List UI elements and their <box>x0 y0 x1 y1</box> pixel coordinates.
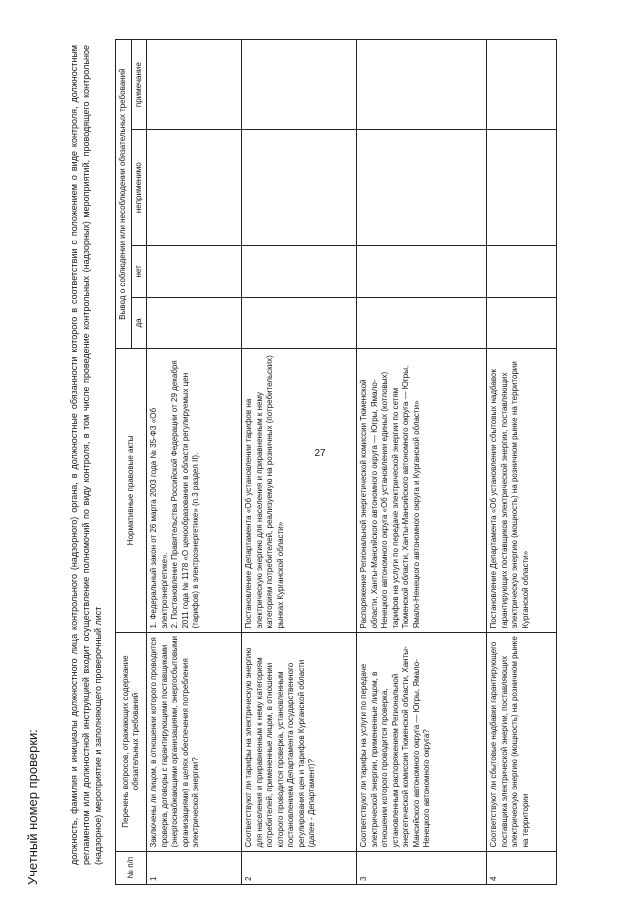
row-acts: Распоряжение Региональной энергетической комиссии Тюменской области, Ханты-Мансийского автономного округа — Югры, Ямало-Ненецкого автономного округа «Об установлении единых (котловых) тарифов на услуги по передаче электрической энергии по сетям Тюменской области, Ханты-Мансийского автономного округа — Югры, Ямало-Ненецкого автономного округа и Курганской области» <box>357 349 487 632</box>
row-acts: Постановление Департамента «Об установлении сбытовых надбавок гарантирующих поставщиков электрической энергии, поставляющих электрическую энергию (мощность) на розничном рынке на территории Курганской области» <box>487 349 557 632</box>
cell-yes[interactable] <box>357 297 487 349</box>
cell-no[interactable] <box>357 246 487 298</box>
cell-note[interactable] <box>147 40 242 130</box>
header-acts: Нормативные правовые акты <box>116 349 147 632</box>
row-question: Заключены ли лицом, в отношении которого проводится проверка, договоры с гарантирующими поставщиками (энергоснабжающими организациями, энергосбытовыми организациями) в целях обеспечения потребления электрической энергии? <box>147 632 242 851</box>
header-conclusion: Вывод о соблюдении или несоблюдении обязательных требований <box>116 40 132 349</box>
table-row <box>242 40 357 885</box>
cell-no[interactable] <box>242 246 357 298</box>
row-num: 3 <box>357 851 487 884</box>
table-row <box>357 40 487 885</box>
cell-yes[interactable] <box>147 297 242 349</box>
row-question: Соответствуют ли тарифы на электрическую энергию для населения и приравненным к нему категориям потребителей, примененные лицом, в отношении которого проводится проверка, установленным постановлением Департамента государственного регулирования цен и тарифов Курганской области (далее - Департамент)? <box>242 632 357 851</box>
cell-note[interactable] <box>487 40 557 130</box>
cell-no[interactable] <box>487 246 557 298</box>
row-num: 2 <box>242 851 357 884</box>
row-acts: Постановление Департамента «Об установлении тарифов на электрическую энергию для населения и приравненным к нему категориям потребителей, реализуемую на розничных (потребительских) рынках Курганской области» <box>242 349 357 632</box>
header-no: нет <box>131 246 147 298</box>
header-note: примечание <box>131 40 147 130</box>
header-not-applicable: неприменимо <box>131 130 147 246</box>
registration-label: Учетный номер проверки: <box>25 729 40 885</box>
header-yes: да <box>131 297 147 349</box>
row-num: 4 <box>487 851 557 884</box>
header-question: Перечень вопросов, отражающих содержание обязательных требований <box>116 632 147 851</box>
cell-yes[interactable] <box>242 297 357 349</box>
page-number: 27 <box>314 448 326 459</box>
row-question: Соответствуют ли сбытовые надбавки гарантирующего поставщика электрической энергии, поставляющих электрическую энергию (мощность) на розничном рынке на территории <box>487 632 557 851</box>
official-description: должность, фамилия и инициалы должностного лица контрольного (надзорного) органа, в должностные обязанности которого в соответствии с положением о виде контроля, должностным регламентом или должностной инструкцией входит осуществление полномочий по виду контроля, в том числе проведение контрольных (надзорных) мероприятий, проводящего контрольное (надзорное) мероприятие и заполняющего проверочный лист <box>69 45 103 865</box>
cell-not-applicable[interactable] <box>242 130 357 246</box>
cell-not-applicable[interactable] <box>487 130 557 246</box>
cell-not-applicable[interactable] <box>357 130 487 246</box>
table-row <box>487 40 557 885</box>
row-num: 1 <box>147 851 242 884</box>
cell-yes[interactable] <box>487 297 557 349</box>
cell-not-applicable[interactable] <box>147 130 242 246</box>
registration-number-line <box>25 729 40 885</box>
checklist-table <box>115 39 557 885</box>
cell-note[interactable] <box>357 40 487 130</box>
cell-note[interactable] <box>242 40 357 130</box>
table-row <box>147 40 242 885</box>
row-acts: 1. Федеральный закон от 26 марта 2003 года № 35-ФЗ «Об электроэнергетике». 2. Постановление Правительства Российской Федерации от 29 декабря 2011 года № 1178 «О ценообразовании в области регулируемых цен (тарифов) в электроэнергетике» (п.3 раздел II). <box>147 349 242 632</box>
header-num: № п/п <box>116 851 147 884</box>
cell-no[interactable] <box>147 246 242 298</box>
row-question: Соответствуют ли тарифы на услуги по передаче электрической энергии, примененные лицом, в отношении которого проводится проверка, установленным распоряжением Региональной энергетической комиссии Тюменской области, Ханты-Мансийского автономного округа — Югры, Ямало-Ненецкого автономного округа? <box>357 632 487 851</box>
